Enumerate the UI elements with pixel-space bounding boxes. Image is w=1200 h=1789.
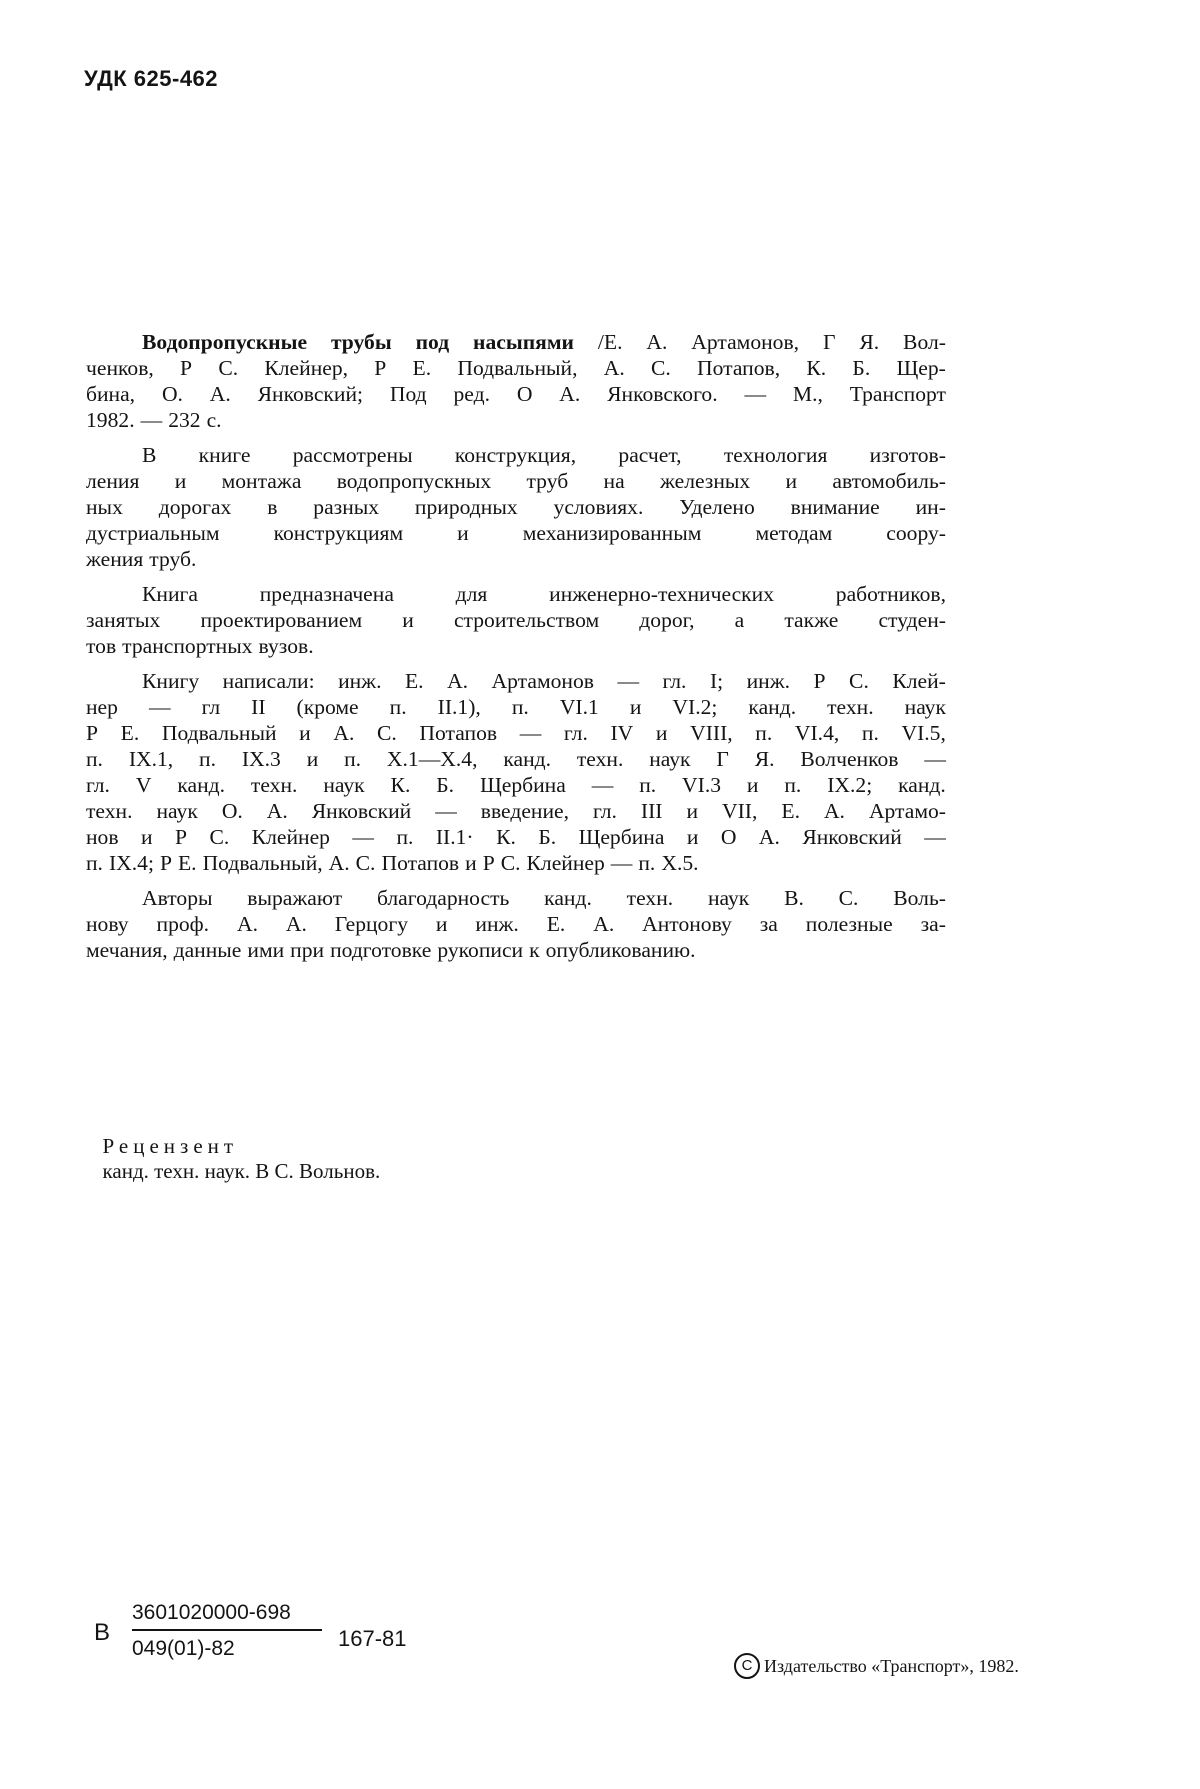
annotation-word: А. bbox=[603, 356, 625, 380]
annotation-word: VI.3 bbox=[682, 773, 722, 797]
annotation-word: — bbox=[924, 747, 946, 771]
annotation-word: ин- bbox=[915, 495, 946, 519]
annotation-word: Волченков bbox=[800, 747, 899, 771]
annotation-word: дустриальным bbox=[86, 521, 220, 545]
annotation-word: инж. bbox=[475, 912, 519, 936]
annotation-word: к bbox=[529, 938, 540, 962]
annotation-word: IX.1, bbox=[128, 747, 174, 771]
annotation-word: и bbox=[746, 773, 759, 797]
annotation-word: написали: bbox=[222, 669, 315, 693]
annotation-word: VI.5, bbox=[901, 721, 946, 745]
annotation-word: занятых bbox=[86, 608, 161, 632]
annotation-line bbox=[86, 520, 946, 546]
annotation-line bbox=[142, 581, 946, 607]
copyright-icon: C bbox=[734, 1653, 760, 1679]
annotation-word: Вол- bbox=[903, 330, 946, 354]
annotation-word: инженерно-технических bbox=[549, 582, 775, 606]
annotation-word: с. bbox=[206, 408, 222, 432]
annotation-word: тов bbox=[86, 634, 117, 658]
copyright-text: Издательство «Транспорт», 1982. bbox=[764, 1655, 1019, 1676]
annotation-word: трубы bbox=[330, 330, 392, 354]
annotation-word: труб. bbox=[149, 547, 197, 571]
annotation-word: VI.4, bbox=[794, 721, 840, 745]
pub-code-side: 167-81 bbox=[338, 1626, 407, 1651]
annotation-word: Артамонов bbox=[491, 669, 594, 693]
annotation-word: автомобиль- bbox=[832, 469, 946, 493]
annotation-word: — bbox=[148, 695, 171, 719]
annotation-word: Е. bbox=[404, 669, 424, 693]
annotation-word: IX.2; bbox=[827, 773, 873, 797]
annotation-word: Г bbox=[716, 747, 729, 771]
annotation-word: С. bbox=[838, 886, 859, 910]
annotation-word: полезные bbox=[805, 912, 893, 936]
annotation-word: К. bbox=[806, 356, 827, 380]
annotation-word: — bbox=[140, 408, 163, 432]
annotation-word: и bbox=[686, 799, 699, 823]
annotation-line bbox=[86, 381, 946, 407]
annotation-line bbox=[86, 633, 946, 659]
annotation-word: жения bbox=[86, 547, 144, 571]
annotation-word: III bbox=[640, 799, 663, 823]
annotation-word: II bbox=[251, 695, 266, 719]
annotation-word: Щер- bbox=[896, 356, 946, 380]
annotation-word: — bbox=[435, 799, 457, 823]
annotation-word: введение, bbox=[480, 799, 569, 823]
annotation-word: Г bbox=[822, 330, 836, 354]
annotation-word: VIII, bbox=[690, 721, 733, 745]
annotation-line bbox=[86, 720, 946, 746]
annotation-word: I; bbox=[709, 669, 724, 693]
annotation-line bbox=[86, 937, 946, 963]
annotation-word: — bbox=[617, 669, 640, 693]
annotation-word: Клейнер bbox=[526, 851, 605, 875]
annotation-word: Е. bbox=[546, 912, 566, 936]
annotation-word: (кроме bbox=[296, 695, 359, 719]
annotation-word: Артамонов, bbox=[691, 330, 800, 354]
annotation-word: А. bbox=[209, 382, 231, 406]
annotation-word: А. bbox=[447, 669, 469, 693]
annotation-word: Р bbox=[86, 721, 99, 745]
annotation-word: условиях. bbox=[553, 495, 644, 519]
annotation-word: инж. bbox=[338, 669, 382, 693]
annotation-word: С. bbox=[209, 825, 230, 849]
annotation-word: для bbox=[455, 582, 488, 606]
annotation-line bbox=[86, 746, 946, 772]
annotation-word: Янковский bbox=[802, 825, 902, 849]
annotation-line bbox=[86, 407, 946, 433]
annotation-word: Р bbox=[175, 825, 188, 849]
annotation-word: техн. bbox=[626, 886, 674, 910]
annotation-word: нов bbox=[86, 825, 119, 849]
annotation-word: С. bbox=[376, 721, 397, 745]
annotation-word: водопропускных bbox=[336, 469, 492, 493]
annotation-word: X.5. bbox=[661, 851, 699, 875]
annotation-word: К. bbox=[390, 773, 411, 797]
annotation-word: А. bbox=[285, 912, 307, 936]
annotation-word: Р bbox=[374, 356, 387, 380]
annotation-word: А. bbox=[333, 721, 355, 745]
annotation-word: 232 bbox=[168, 408, 201, 432]
annotation-word: С. bbox=[218, 356, 239, 380]
annotation-word: проектированием bbox=[200, 608, 363, 632]
annotation-word: Б. bbox=[538, 825, 557, 849]
annotation-word: VII, bbox=[722, 799, 758, 823]
annotation-word: техн. bbox=[86, 799, 133, 823]
annotation-word: изготов- bbox=[869, 443, 946, 467]
annotation-word: Р bbox=[180, 356, 193, 380]
annotation-word: Потапов, bbox=[697, 356, 781, 380]
annotation-word: разных bbox=[313, 495, 380, 519]
annotation-word: наук bbox=[904, 695, 946, 719]
annotation-word: инж. bbox=[746, 669, 791, 693]
annotation-word: выражают bbox=[247, 886, 343, 910]
annotation-word: п. bbox=[344, 747, 362, 771]
annotation-word: п. bbox=[86, 851, 103, 875]
annotation-word: VI.1 bbox=[559, 695, 599, 719]
annotation-word: гл. bbox=[662, 669, 687, 693]
annotation-line bbox=[86, 355, 946, 381]
annotation-word: Щербина bbox=[479, 773, 566, 797]
annotation-word: и bbox=[465, 851, 477, 875]
annotation-word: гл. bbox=[592, 799, 617, 823]
annotation-word: С. bbox=[849, 669, 869, 693]
annotation-word: п. bbox=[784, 773, 802, 797]
annotation-word: А. bbox=[646, 330, 668, 354]
annotation-word: предназначена bbox=[259, 582, 394, 606]
annotation-line bbox=[86, 607, 946, 633]
annotation-word: и bbox=[629, 695, 642, 719]
annotation-line bbox=[86, 772, 946, 798]
pub-code-letter: В bbox=[94, 1619, 111, 1646]
annotation-word: IX.4; bbox=[108, 851, 154, 875]
annotation-word: техн. bbox=[250, 773, 298, 797]
annotation-line bbox=[142, 442, 946, 468]
annotation-word: ных bbox=[86, 495, 123, 519]
annotation-word: монтажа bbox=[221, 469, 302, 493]
annotation-word: Под bbox=[389, 382, 427, 406]
annotation-word: рассмотрены bbox=[292, 443, 413, 467]
annotation-word: и bbox=[785, 469, 798, 493]
annotation-word: транспортных bbox=[122, 634, 253, 658]
annotation-word: подготовке bbox=[330, 938, 432, 962]
annotation-word: О bbox=[720, 825, 737, 849]
annotation-word: п. bbox=[639, 773, 657, 797]
annotation-word: Воль- bbox=[893, 886, 946, 910]
annotation-word: гл. bbox=[563, 721, 588, 745]
pub-code-fraction bbox=[132, 1601, 322, 1661]
annotation-word: ченков, bbox=[86, 356, 154, 380]
annotation-word: Е. bbox=[177, 851, 197, 875]
annotation-word: и bbox=[686, 825, 699, 849]
annotation-word: Я. bbox=[859, 330, 880, 354]
annotation-word: О. bbox=[221, 799, 243, 823]
annotation-word: А. bbox=[328, 851, 350, 875]
annotation-word: V bbox=[135, 773, 152, 797]
annotation-word: А. bbox=[559, 382, 581, 406]
annotation-word: Клейнер, bbox=[264, 356, 349, 380]
reviewer-label: Рецензент bbox=[102, 1134, 239, 1158]
annotation-word: Я. bbox=[754, 747, 775, 771]
annotation-word: дорог, bbox=[639, 608, 695, 632]
annotation-line bbox=[86, 546, 946, 572]
annotation-word: работников, bbox=[835, 582, 946, 606]
annotation-word: Потапов bbox=[381, 851, 460, 875]
annotation-line bbox=[86, 468, 946, 494]
annotation-word: и bbox=[299, 721, 311, 745]
annotation-block bbox=[86, 329, 946, 962]
reviewer-line bbox=[92, 1109, 380, 1184]
pub-code-denominator: 049(01)-82 bbox=[132, 1637, 235, 1660]
annotation-word: и bbox=[435, 912, 448, 936]
annotation-word: на bbox=[603, 469, 625, 493]
annotation-word: Водопропускные bbox=[142, 330, 308, 354]
annotation-word: — bbox=[610, 851, 633, 875]
annotation-word: канд. bbox=[503, 747, 552, 771]
annotation-word: расчет, bbox=[618, 443, 682, 467]
annotation-word: Б. bbox=[436, 773, 455, 797]
annotation-word: студен- bbox=[878, 608, 946, 632]
annotation-line bbox=[86, 494, 946, 520]
annotation-line bbox=[86, 824, 946, 850]
reviewer-text: канд. техн. наук. В С. Вольнов. bbox=[102, 1159, 381, 1183]
annotation-word: и bbox=[655, 721, 668, 745]
annotation-word: О. bbox=[161, 382, 183, 406]
annotation-word: канд. bbox=[177, 773, 226, 797]
annotation-word: наук bbox=[323, 773, 365, 797]
annotation-word: п. bbox=[755, 721, 773, 745]
annotation-word: Подвальный, bbox=[202, 851, 323, 875]
annotation-word: технология bbox=[723, 443, 828, 467]
annotation-word: Клей- bbox=[892, 669, 946, 693]
annotation-word: Янковского. bbox=[607, 382, 718, 406]
annotation-word: А. bbox=[758, 825, 780, 849]
annotation-word: Уделено bbox=[679, 495, 755, 519]
annotation-word: п. bbox=[396, 825, 414, 849]
annotation-word: Е. bbox=[412, 356, 432, 380]
annotation-word: и bbox=[141, 825, 153, 849]
annotation-word: и bbox=[306, 747, 319, 771]
annotation-word: техн. bbox=[576, 747, 624, 771]
annotation-word: С. bbox=[355, 851, 376, 875]
annotation-word: конструкция, bbox=[454, 443, 577, 467]
annotation-word: Герцогу bbox=[334, 912, 409, 936]
annotation-word: железных bbox=[659, 469, 751, 493]
annotation-word: п. bbox=[389, 695, 407, 719]
annotation-word: мечания, bbox=[86, 938, 168, 962]
annotation-word: — bbox=[591, 773, 614, 797]
annotation-word: Янковский; bbox=[257, 382, 364, 406]
copyright-line bbox=[734, 1653, 1019, 1679]
annotation-word: бина, bbox=[86, 382, 136, 406]
annotation-word: Книгу bbox=[142, 669, 200, 693]
annotation-word: данные bbox=[173, 938, 242, 962]
annotation-word: /Е. bbox=[597, 330, 623, 354]
annotation-word: наук bbox=[649, 747, 691, 771]
annotation-line bbox=[142, 668, 946, 694]
annotation-word: IX.3 bbox=[241, 747, 281, 771]
annotation-word: под bbox=[415, 330, 450, 354]
annotation-line bbox=[142, 885, 946, 911]
annotation-word: гл bbox=[201, 695, 221, 719]
annotation-word: также bbox=[784, 608, 839, 632]
annotation-word: IV bbox=[610, 721, 634, 745]
annotation-word: II.1), bbox=[437, 695, 481, 719]
annotation-word: Артамо- bbox=[868, 799, 946, 823]
annotation-word: Авторы bbox=[142, 886, 213, 910]
annotation-line bbox=[142, 329, 946, 355]
annotation-word: Антонову bbox=[642, 912, 732, 936]
annotation-word: А. bbox=[236, 912, 258, 936]
annotation-word: — bbox=[519, 721, 542, 745]
udk-code: УДК 625-462 bbox=[84, 66, 219, 91]
annotation-word: М., bbox=[792, 382, 823, 406]
annotation-word: X.1—X.4, bbox=[386, 747, 478, 771]
annotation-word: Янковский bbox=[311, 799, 412, 823]
annotation-word: методам bbox=[755, 521, 833, 545]
annotation-word: п. bbox=[511, 695, 529, 719]
annotation-word: О bbox=[516, 382, 533, 406]
annotation-word: рукописи bbox=[437, 938, 524, 962]
annotation-word: п. bbox=[861, 721, 879, 745]
annotation-word: С. bbox=[500, 851, 521, 875]
annotation-word: Р bbox=[482, 851, 495, 875]
annotation-word: К. bbox=[496, 825, 516, 849]
annotation-word: ими bbox=[247, 938, 285, 962]
annotation-word: В. bbox=[784, 886, 804, 910]
annotation-word: Транспорт bbox=[849, 382, 946, 406]
annotation-word: Клейнер bbox=[251, 825, 330, 849]
annotation-word: канд. bbox=[544, 886, 592, 910]
annotation-line bbox=[86, 911, 946, 937]
annotation-word: А. bbox=[266, 799, 288, 823]
annotation-word: наук bbox=[707, 886, 750, 910]
annotation-word: наук bbox=[156, 799, 198, 823]
annotation-word: опубликованию. bbox=[545, 938, 696, 962]
annotation-word: благодарность bbox=[376, 886, 510, 910]
annotation-word: А. bbox=[823, 799, 845, 823]
annotation-word: — bbox=[924, 825, 946, 849]
annotation-word: Подвальный, bbox=[457, 356, 578, 380]
annotation-word: — bbox=[352, 825, 374, 849]
annotation-word: канд. bbox=[748, 695, 797, 719]
annotation-word: гл. bbox=[86, 773, 110, 797]
annotation-line bbox=[86, 798, 946, 824]
annotation-word: за bbox=[759, 912, 778, 936]
annotation-word: и bbox=[174, 469, 187, 493]
annotation-word: при bbox=[290, 938, 325, 962]
annotation-word: канд. bbox=[898, 773, 946, 797]
annotation-word: 1982. bbox=[86, 408, 135, 432]
annotation-word: труб bbox=[526, 469, 569, 493]
annotation-word: А. bbox=[593, 912, 615, 936]
annotation-word: С. bbox=[650, 356, 671, 380]
annotation-word: механизированным bbox=[522, 521, 702, 545]
annotation-word: Р bbox=[813, 669, 826, 693]
annotation-word: ления bbox=[86, 469, 140, 493]
annotation-word: в bbox=[267, 495, 278, 519]
annotation-word: VI.2; bbox=[672, 695, 718, 719]
annotation-word: — bbox=[744, 382, 767, 406]
annotation-word: Р bbox=[159, 851, 172, 875]
annotation-word: Е. bbox=[781, 799, 800, 823]
annotation-word: нер bbox=[86, 695, 118, 719]
annotation-word: техн. bbox=[827, 695, 874, 719]
annotation-word: Щербина bbox=[578, 825, 665, 849]
annotation-word: II.1· bbox=[435, 825, 474, 849]
annotation-word: насыпями bbox=[473, 330, 574, 354]
annotation-word: В bbox=[142, 443, 157, 467]
annotation-word: книге bbox=[198, 443, 251, 467]
annotation-word: Книга bbox=[142, 582, 198, 606]
annotation-word: Потапов bbox=[419, 721, 498, 745]
annotation-word: п. bbox=[86, 747, 103, 771]
annotation-word: внимание bbox=[790, 495, 880, 519]
annotation-word: нову bbox=[86, 912, 129, 936]
annotation-word: проф. bbox=[156, 912, 210, 936]
annotation-line bbox=[86, 850, 946, 876]
annotation-word: Б. bbox=[852, 356, 871, 380]
annotation-word: и bbox=[457, 521, 469, 545]
annotation-word: и bbox=[402, 608, 414, 632]
annotation-word: конструкциям bbox=[273, 521, 404, 545]
annotation-word: а bbox=[734, 608, 745, 632]
annotation-word: п. bbox=[199, 747, 217, 771]
annotation-word: дорогах bbox=[158, 495, 232, 519]
annotation-word: за- bbox=[920, 912, 946, 936]
annotation-word: Е. bbox=[120, 721, 140, 745]
pub-code-numerator: 3601020000-698 bbox=[132, 1601, 322, 1631]
annotation-word: природных bbox=[414, 495, 518, 519]
annotation-line bbox=[86, 694, 946, 720]
annotation-word: вузов. bbox=[258, 634, 314, 658]
annotation-word: ред. bbox=[453, 382, 490, 406]
annotation-word: строительством bbox=[453, 608, 600, 632]
annotation-word: Подвальный bbox=[161, 721, 277, 745]
annotation-word: п. bbox=[638, 851, 656, 875]
annotation-word: соору- bbox=[886, 521, 946, 545]
